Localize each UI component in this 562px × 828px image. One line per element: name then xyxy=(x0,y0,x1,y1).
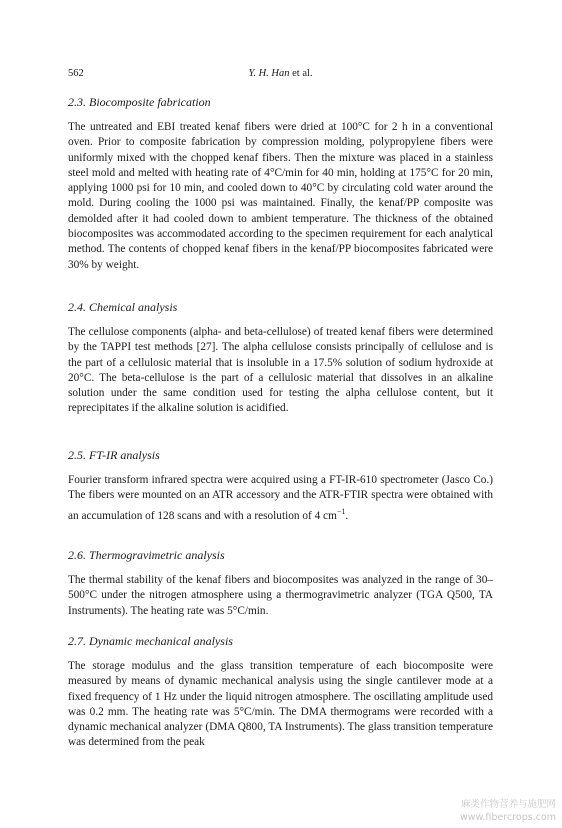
watermark xyxy=(460,798,556,824)
section-chemical-analysis xyxy=(68,300,493,417)
section-heading: 2.7. Dynamic mechanical analysis xyxy=(68,634,233,648)
section-dynamic-mechanical-analysis xyxy=(68,634,493,751)
section-heading: 2.3. Biocomposite fabrication xyxy=(68,95,211,109)
section-body: The storage modulus and the glass transition temperature of each biocomposite were measured by means of dynamic mechanical analysis using the single cantilever mode at a fixed frequency of 1 Hz under the liquid nitrogen atmosphere. The oscillating amplitude used was 0.2 mm. The heating rate was 5°C/min. The DMA thermograms were recorded with a dynamic mechanical analyzer (DMA Q800, TA Instruments). The glass transition temperature was determined from the peak xyxy=(68,660,493,749)
running-suffix: et al. xyxy=(289,68,313,79)
section-ftir-analysis xyxy=(68,448,493,524)
section-biocomposite-fabrication xyxy=(68,95,493,273)
section-heading: 2.4. Chemical analysis xyxy=(68,300,178,314)
section-body xyxy=(68,473,493,524)
watermark-line-2: www.fibercrops.com xyxy=(459,812,556,823)
section-body: The untreated and EBI treated kenaf fibers were dried at 100°C for 2 h in a conventional oven. Prior to composite fabrication by compression molding, polypropylene fibers were uniformly mixed with the chopped kenaf fibers. Then the mixture was placed in a stainless steel mold and melted with heating rate of 4°C/min for 40 min, holding at 175°C for 20 min, applying 1000 psi for 10 min, and cooled down to 40°C by circulating cold water around the mold. During cooling the 1000 psi was maintained. Finally, the kenaf/PP composite was demolded after it had cooled down to ambient temperature. The thickness of the obtained biocomposites was accommodated according to the specimen requirement for each analytical method. The contents of chopped kenaf fibers in the kenaf/PP biocomposites fabricated were 30% by weight. xyxy=(68,121,493,271)
section-body: The cellulose components (alpha- and beta-cellulose) of treated kenaf fibers were determined by the TAPPI test methods [27]. The alpha cellulose consists principally of cellulose and is the part of a cellulosic material that is insoluble in a 17.5% solution of sodium hydroxide at 20°C. The beta-cellulose is the part of a cellulosic material that dissolves in an alkaline solution under the same condition used for testing the alpha cellulose content, but it reprecipitates if the alkaline solution is acidified. xyxy=(68,326,493,415)
superscript: −1 xyxy=(336,506,346,516)
watermark-line-1: 麻类作物营养与施肥网 xyxy=(460,799,556,810)
body-text: Fourier transform infrared spectra were acquired using a FT-IR-610 spectrometer (Jasco Co.) The fibers were mounted on an ATR accessory and the ATR-FTIR spectra were obtained with an accumulation of 128 scans and with a resolution of 4 cm xyxy=(68,474,493,522)
page-number: 562 xyxy=(68,68,84,79)
running-title xyxy=(68,68,493,79)
section-heading: 2.5. FT-IR analysis xyxy=(68,448,160,462)
section-body: The thermal stability of the kenaf fibers and biocomposites was analyzed in the range of 30–500°C under the nitrogen atmosphere using a thermogravimetric analyzer (TGA Q500, TA Instruments). The heating rate was 5°C/min. xyxy=(68,574,493,617)
running-header xyxy=(68,68,493,82)
section-heading: 2.6. Thermogravimetric analysis xyxy=(68,548,225,562)
section-thermogravimetric-analysis xyxy=(68,548,493,619)
body-end: . xyxy=(345,509,349,522)
running-author: Y. H. Han xyxy=(248,68,290,79)
